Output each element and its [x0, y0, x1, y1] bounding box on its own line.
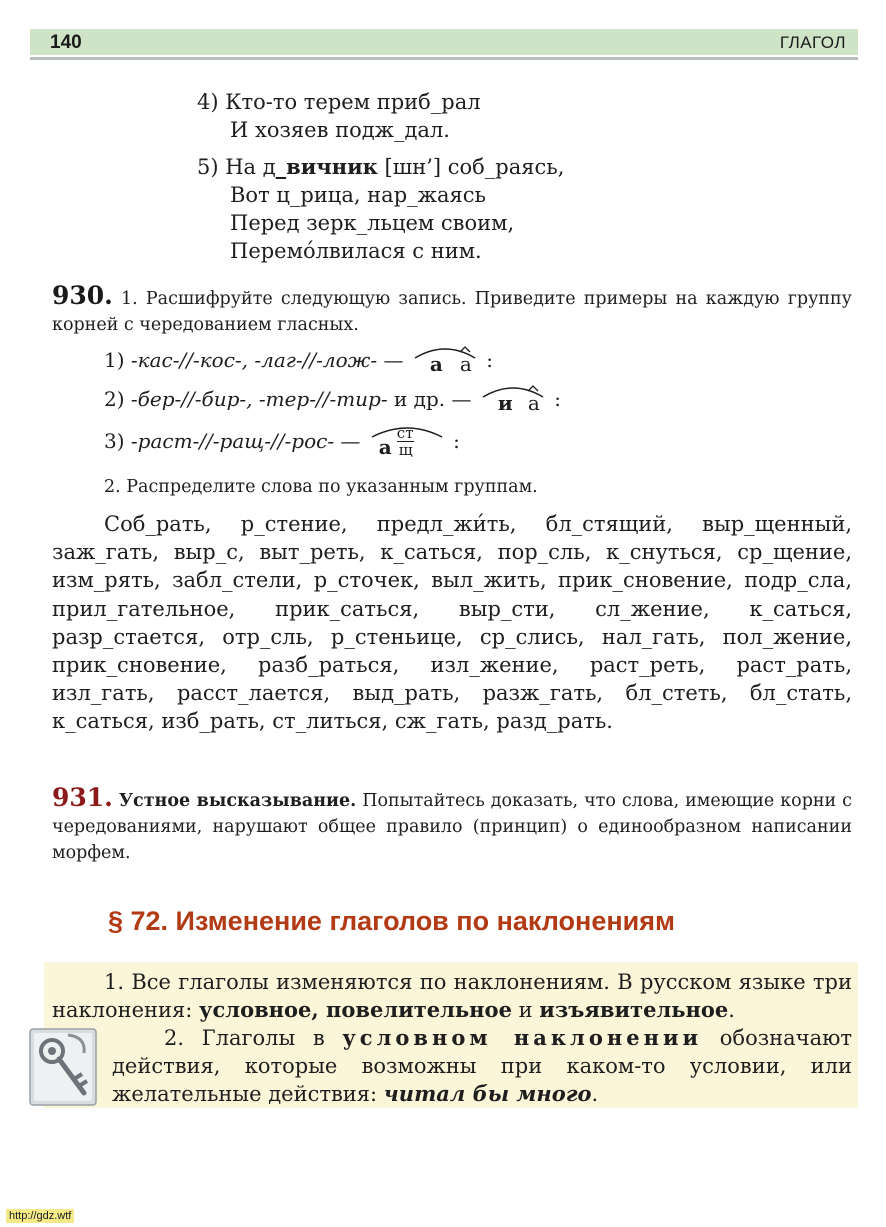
vowel-stressed: а	[429, 351, 443, 376]
rule-text-part: и	[511, 998, 540, 1022]
poem-text: 5) На д	[197, 155, 276, 179]
page-number: 140	[50, 32, 82, 53]
poem-line: И хозяев подж_дал.	[230, 118, 450, 142]
scheme-prefix: 2)	[104, 387, 131, 411]
word-list	[52, 510, 852, 736]
poem-line: Перемо́лвилася с ним.	[230, 239, 482, 263]
vowel-stressed: а	[378, 434, 392, 459]
scheme-roots: -кас-//-кос-, -лаг-//-лож-	[130, 348, 378, 372]
key-icon	[28, 1027, 98, 1107]
vowel-unstressed: а	[527, 390, 540, 415]
scheme-middle: и др. —	[387, 387, 478, 411]
rule-paragraph-2	[52, 1024, 852, 1108]
poem-line: 5) На д_вичник [шн’] соб_раясь,	[197, 154, 565, 179]
exercise-task: Попытайтесь доказать, что слова, имеющие корни с чередованиями, нарушают общее правило (принцип) о единообразном написании морфем.	[52, 791, 852, 863]
section-title: § 72. Изменение глаголов по наклонениям	[108, 906, 675, 936]
scheme-prefix: 1)	[104, 348, 131, 372]
scheme-prefix: 3)	[104, 429, 131, 453]
rule-text-part: обозначают действия, которые возможны при каком-то условии, или желательные действия:	[112, 1026, 852, 1106]
exercise-task: 1. Расшифруйте следующую запись. Приведите примеры на каждую группу корней с чередованием гласных.	[52, 289, 852, 335]
rule-text-part: 1. Все глаголы изменяются по наклонениям. В русском языке три наклонения:	[52, 970, 852, 1022]
scheme-row-3	[104, 423, 460, 459]
poem-bold-word: вичник	[286, 154, 378, 179]
consonant-bottom: щ	[398, 440, 413, 459]
exercise-number: 931.	[52, 783, 113, 812]
poem-text: [шн’] соб_раясь,	[377, 155, 565, 179]
rule-text	[52, 968, 852, 1108]
vowel-stressed: и	[497, 390, 513, 415]
poem	[197, 88, 564, 274]
exercise-task: 2. Распределите слова по указанным группам.	[104, 477, 538, 497]
vowel-unstressed: а	[459, 351, 472, 376]
exercise-930	[52, 283, 852, 338]
scheme-dash: —	[334, 429, 367, 453]
exercise-930-task2	[104, 474, 844, 500]
alternation-mark	[367, 423, 447, 459]
rule-example: читал бы много	[383, 1081, 592, 1106]
rule-text-part: .	[728, 998, 735, 1022]
poem-line: Вот ц_рица, нар_жаясь	[230, 183, 486, 207]
scheme-tail: :	[446, 429, 460, 453]
rule-bold: условное, повелительное	[199, 997, 512, 1022]
rule-text-part: 2. Глаголы в	[164, 1026, 343, 1050]
scheme-tail: :	[547, 387, 561, 411]
rule-bold: изъявительное	[539, 997, 729, 1022]
page-header	[30, 29, 858, 55]
rule-text-part: .	[591, 1082, 599, 1106]
poem-line: 4) Кто-то терем приб_рал	[197, 90, 481, 114]
exercise-931	[52, 785, 852, 866]
chapter-title: ГЛАГОЛ	[779, 33, 846, 52]
poem-line: Перед зерк_льцем своим,	[230, 211, 515, 235]
stanza-4	[197, 88, 564, 144]
consonant-top: ст	[396, 423, 414, 442]
scheme-dash: —	[377, 348, 410, 372]
scheme-roots: -раст-//-ращ-//-рос-	[130, 429, 335, 453]
word-list-text: Соб_рать, р_стение, предл_жи́ть, бл_стящий, выр_щенный, заж_гать, выр_с, выт_реть, к_саться, пор_сль, к_снуться, ср_щение, изм_рять, забл_стели, р_сточек, выл_жить, прик_сновение, подр_сла, прил_гательное, прик_саться, выр_сти, сл_жение, к_саться, разр_стается, отр_сль, р_стеньице, ср_слись, нал_гать, пол_жение, прик_сновение, разб_раться, изл_жение, раст_реть, раст_рать, изл_гать, расст_лается, выд_рать, разж_гать, бл_стеть, бл_стать, к_саться, изб_рать, ст_литься, сж_гать, разд_рать.	[52, 512, 852, 734]
scheme-row-2	[104, 385, 561, 413]
rule-spaced-term: условном наклонении	[342, 1025, 703, 1050]
scheme-row-1	[104, 346, 493, 374]
scheme-tail: :	[479, 348, 493, 372]
alternation-mark	[478, 389, 548, 413]
exercise-number: 930.	[52, 281, 113, 310]
rule-paragraph-1	[52, 968, 852, 1024]
exercise-label: Устное высказывание.	[118, 791, 357, 811]
alternation-mark	[410, 350, 480, 374]
footer-link[interactable]: http://gdz.wtf	[6, 1209, 74, 1223]
scheme-roots: -бер-//-бир-, -тер-//-тир-	[130, 387, 388, 411]
stanza-5	[197, 153, 564, 265]
